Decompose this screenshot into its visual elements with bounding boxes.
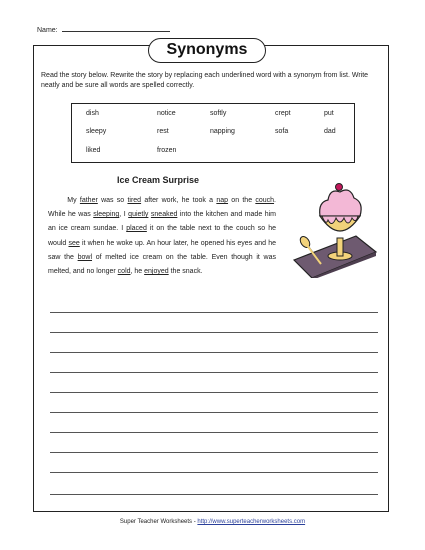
word-bank-word: crept — [275, 110, 291, 117]
underlined-word: cold — [117, 268, 131, 276]
writing-line[interactable] — [50, 412, 378, 413]
name-label: Name: — [37, 27, 58, 34]
word-bank-word: sofa — [275, 128, 289, 135]
story-segment: of melted ice cream on the table. Even though it was melted, and no longer — [48, 253, 277, 276]
underlined-word: enjoyed — [144, 268, 169, 276]
story-text — [48, 194, 276, 279]
story-segment: into the kitchen and made him an ice cream sundae. I — [48, 211, 276, 233]
underlined-word: couch — [255, 197, 275, 204]
story-title: Ice Cream Surprise — [117, 175, 200, 185]
story-segment: on the — [228, 197, 256, 204]
writing-line[interactable] — [50, 332, 378, 333]
word-bank-word: sleepy — [86, 128, 107, 135]
word-bank-word: softly — [210, 110, 227, 117]
writing-line[interactable] — [50, 472, 378, 473]
story-segment: , he — [130, 268, 145, 276]
underlined-word: quietly — [128, 211, 149, 219]
writing-line[interactable] — [50, 432, 378, 433]
story-segment: after work, he took a — [141, 197, 217, 204]
instructions: Read the story below. Rewrite the story by replacing each underlined word with a synonym from list. Write neatly and be sure all words are spelled correctly. — [41, 72, 369, 89]
word-bank-word: liked — [86, 147, 101, 154]
footer — [0, 519, 425, 525]
word-bank-word: notice — [157, 110, 176, 117]
writing-line[interactable] — [50, 452, 378, 453]
writing-line[interactable] — [50, 392, 378, 393]
ice-cream-sundae-illustration — [282, 180, 378, 278]
spoon-icon — [298, 235, 311, 249]
page-title: Synonyms — [148, 38, 266, 63]
writing-line[interactable] — [50, 352, 378, 353]
footer-separator: - — [193, 519, 196, 525]
underlined-word: father — [79, 197, 98, 204]
story-segment: was so — [97, 197, 128, 204]
name-blank-line[interactable] — [62, 25, 170, 32]
word-bank — [71, 103, 355, 163]
underlined-word: placed — [126, 225, 147, 233]
cherry-icon — [336, 184, 343, 191]
word-bank-word: frozen — [157, 147, 177, 154]
word-bank-word: dish — [86, 110, 99, 117]
name-field — [37, 25, 170, 34]
underlined-word: sleeping — [93, 211, 120, 219]
word-bank-word: dad — [324, 128, 336, 135]
story-segment: , I — [119, 211, 129, 219]
footer-site-name: Super Teacher Worksheets — [119, 519, 193, 525]
story-segment: it on the table next to the couch so he would — [48, 225, 277, 247]
footer-link[interactable]: http://www.superteacherworksheets.com — [197, 519, 306, 525]
underlined-word: sneaked — [150, 211, 178, 219]
writing-line[interactable] — [50, 372, 378, 373]
ice-cream-scoop — [320, 190, 361, 216]
word-bank-word: napping — [210, 128, 235, 135]
writing-line[interactable] — [50, 312, 378, 313]
underlined-word: nap — [216, 197, 229, 204]
story-segment: My — [67, 197, 80, 204]
word-bank-word: rest — [157, 128, 169, 135]
underlined-word: bowl — [77, 253, 93, 261]
underlined-word: see — [68, 239, 80, 247]
story-segment: it when he woke up. An hour later, he opened his eyes and he saw the — [48, 239, 277, 261]
writing-line[interactable] — [50, 494, 378, 495]
underlined-word: tired — [127, 197, 142, 204]
story-segment: the snack. — [168, 268, 203, 276]
word-bank-word: put — [324, 110, 334, 117]
story-segment: . While he was — [48, 197, 276, 219]
